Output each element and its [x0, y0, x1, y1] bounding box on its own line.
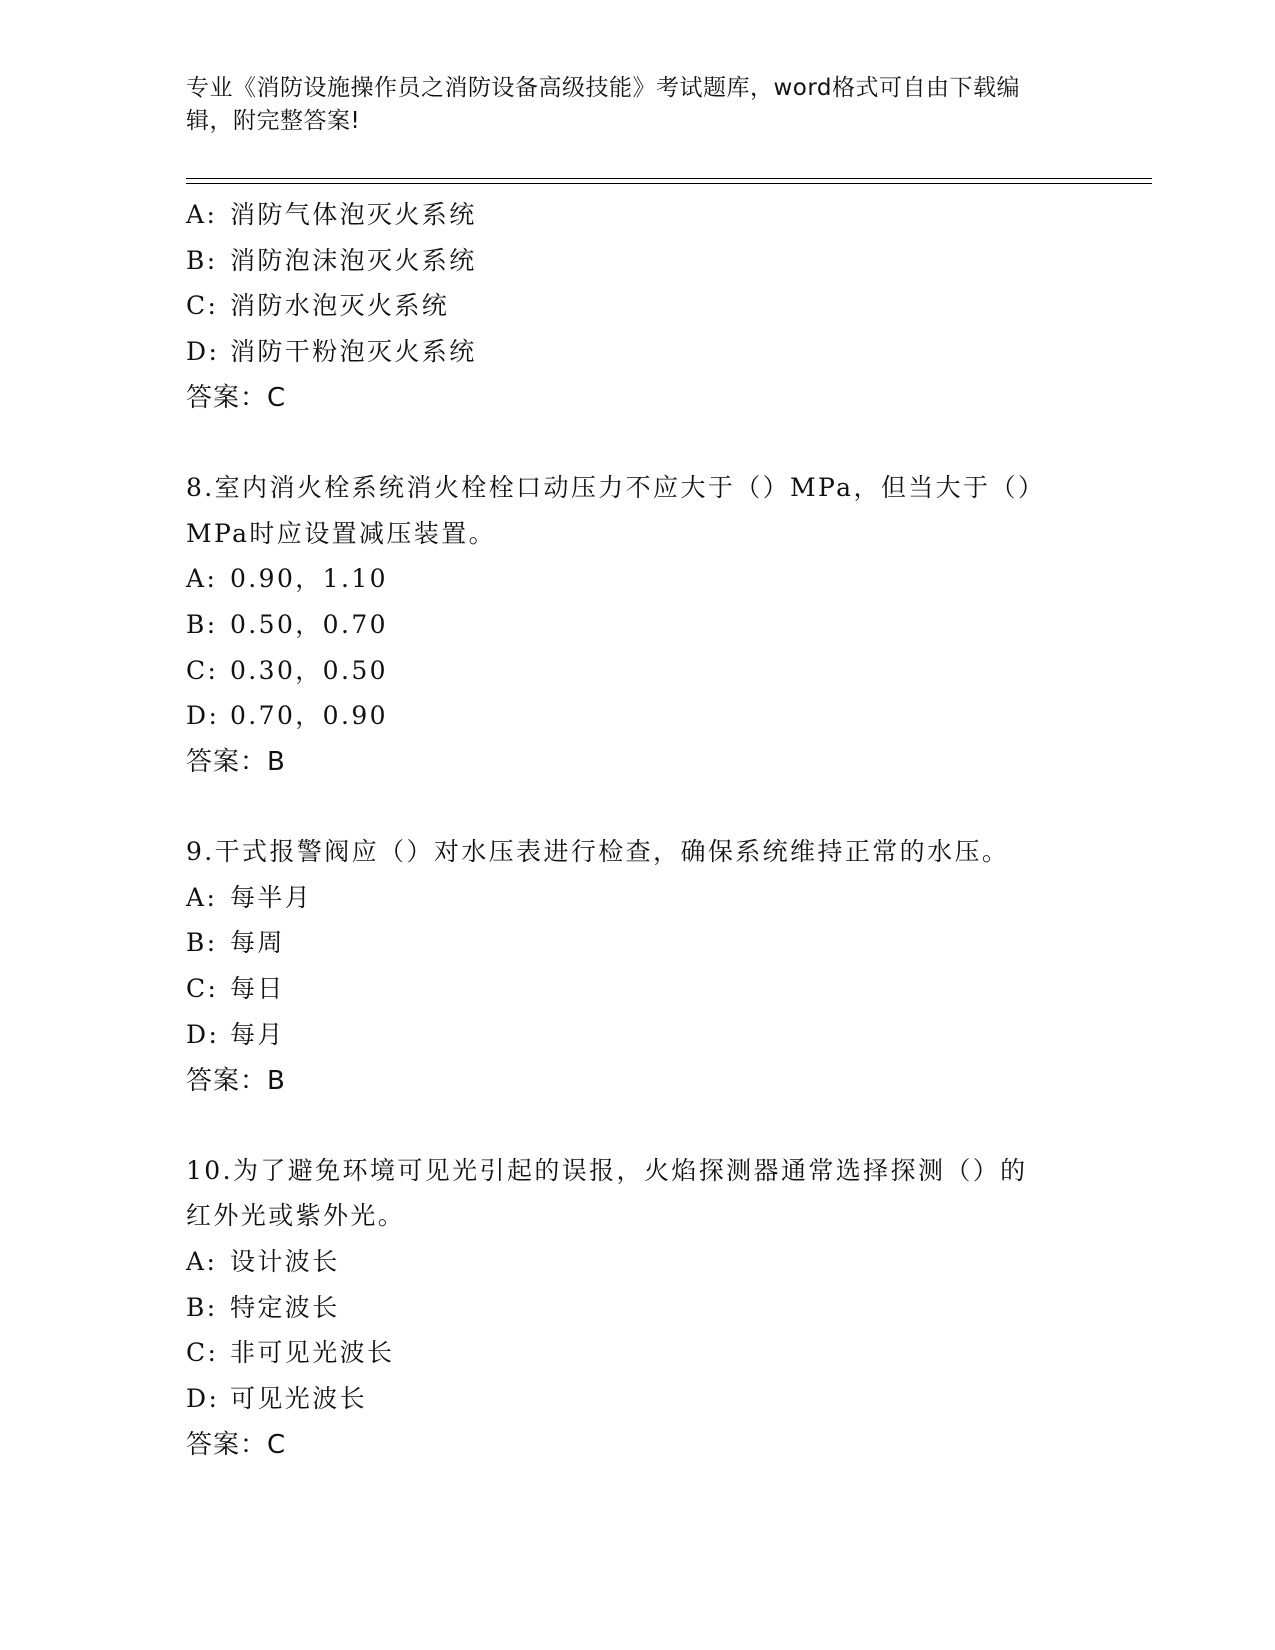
question-stem-line-1: 8.室内消火栓系统消火栓栓口动压力不应大于（）MPa，但当大于（） [186, 472, 1046, 502]
option-text: 0.70，0.90 [230, 701, 388, 731]
option-text: 每半月 [230, 882, 313, 912]
question-stem-line-1: 9.干式报警阀应（）对水压表进行检查，确保系统维持正常的水压。 [186, 837, 1010, 867]
option-d [186, 1012, 1086, 1058]
option-a [186, 556, 1086, 602]
question-7 [186, 192, 1086, 421]
answer-line: 答案：B [186, 747, 286, 778]
option-letter: D: [186, 337, 220, 367]
spacer [186, 1104, 1086, 1148]
option-letter: C: [186, 1338, 219, 1368]
option-letter: D: [186, 701, 220, 731]
option-c [186, 283, 1086, 329]
option-b [186, 1285, 1086, 1331]
option-c [186, 1330, 1086, 1376]
option-text: 0.90，1.10 [230, 564, 388, 594]
option-letter: B: [186, 1292, 218, 1322]
option-text: 0.50，0.70 [230, 609, 388, 639]
option-letter: B: [186, 245, 218, 275]
header-divider-bottom [186, 183, 1152, 184]
option-letter: D: [186, 1384, 220, 1414]
option-text: 消防水泡灭火系统 [230, 291, 450, 321]
option-text: 特定波长 [230, 1292, 340, 1322]
option-text: 每月 [230, 1019, 285, 1049]
option-text: 非可见光波长 [230, 1338, 395, 1368]
option-d [186, 693, 1086, 739]
question-10 [186, 1148, 1086, 1468]
spacer [186, 785, 1086, 829]
option-letter: A: [186, 564, 218, 594]
option-letter: A: [186, 200, 218, 229]
option-letter: B: [186, 609, 218, 639]
option-a [186, 1239, 1086, 1285]
document-header [186, 72, 1066, 138]
answer-line: 答案：C [186, 1429, 287, 1460]
header-line-1: 专业《消防设施操作员之消防设备高级技能》考试题库，word格式可自由下载编 [186, 75, 1021, 101]
answer-line: 答案：C [186, 382, 287, 413]
option-letter: A: [186, 882, 218, 912]
option-b [186, 602, 1086, 648]
option-text: 可见光波长 [230, 1384, 368, 1414]
option-b [186, 238, 1086, 284]
option-text: 0.30，0.50 [230, 655, 388, 685]
question-list [186, 192, 1086, 1468]
question-stem-line-1: 10.为了避免环境可见光引起的误报，火焰探测器通常选择探测（）的 [186, 1155, 1028, 1185]
option-text: 设计波长 [230, 1246, 340, 1276]
option-a [186, 875, 1086, 921]
option-letter: B: [186, 928, 218, 958]
question-stem-line-2: 红外光或紫外光。 [186, 1201, 406, 1231]
answer-line: 答案：B [186, 1065, 286, 1096]
spacer [186, 421, 1086, 465]
option-letter: A: [186, 1246, 218, 1276]
option-d [186, 1376, 1086, 1422]
option-text: 每周 [230, 928, 285, 958]
option-letter: D: [186, 1019, 220, 1049]
question-stem-line-2: MPa时应设置减压装置。 [186, 518, 497, 548]
option-b [186, 920, 1086, 966]
option-c [186, 648, 1086, 694]
option-letter: C: [186, 291, 219, 321]
option-text: 消防气体泡灭火系统 [230, 200, 477, 229]
header-line-2: 辑，附完整答案! [186, 108, 361, 134]
option-text: 消防泡沫泡灭火系统 [230, 245, 477, 275]
option-d [186, 329, 1086, 375]
option-text: 消防干粉泡灭火系统 [230, 337, 477, 367]
option-letter: C: [186, 974, 219, 1004]
option-text: 每日 [230, 974, 285, 1004]
option-letter: C: [186, 655, 219, 685]
option-a [186, 192, 1086, 238]
question-8 [186, 465, 1086, 785]
question-9 [186, 829, 1086, 1104]
option-c [186, 966, 1086, 1012]
header-divider-top [186, 178, 1152, 179]
